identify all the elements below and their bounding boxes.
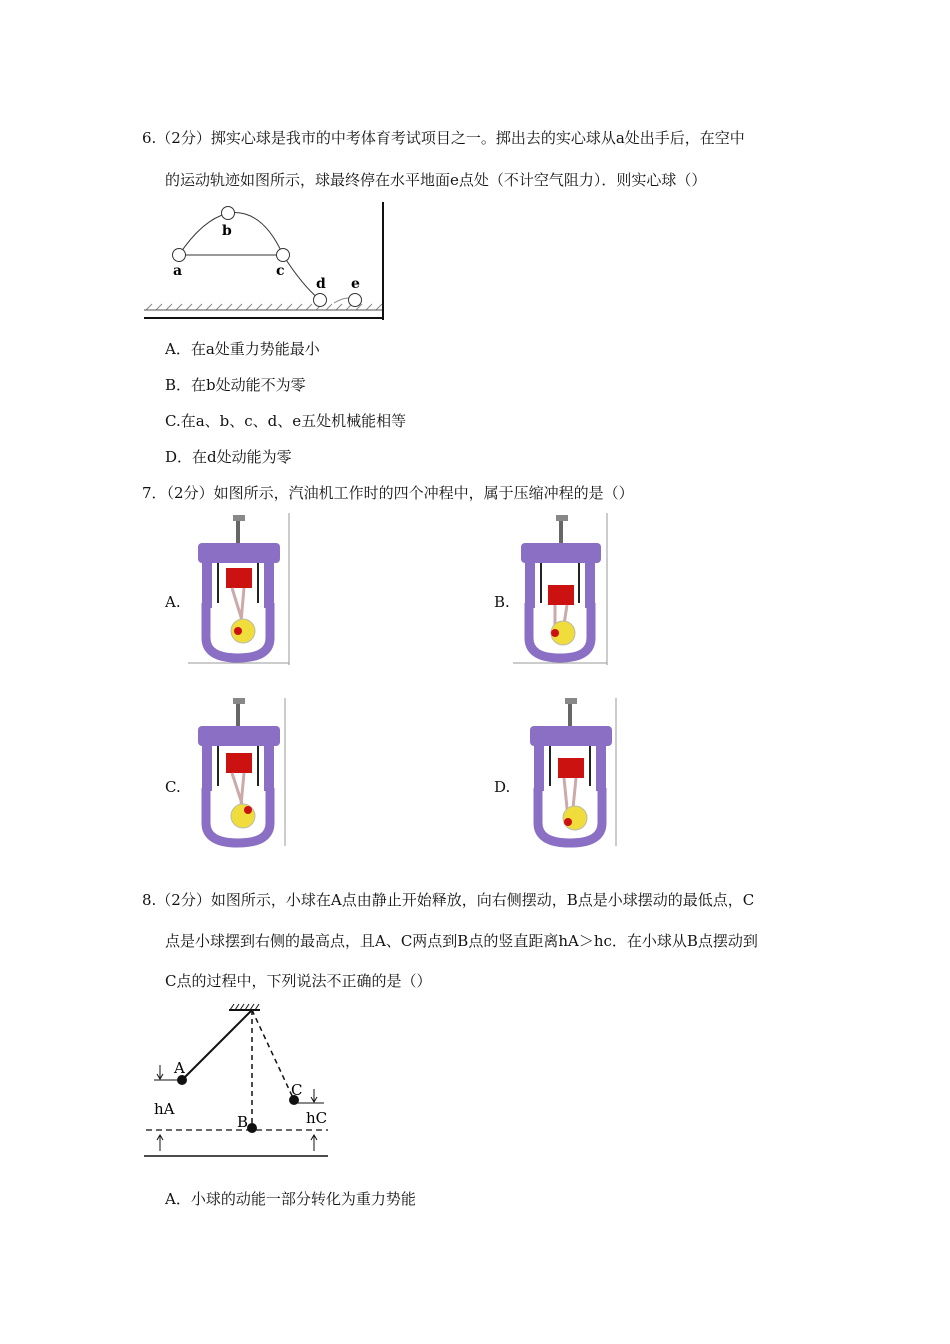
- engine-figure-a: [188, 513, 293, 665]
- q8-option-a: A．小球的动能一部分转化为重力势能: [165, 1190, 416, 1208]
- engine-figure-d: [520, 698, 620, 848]
- q8-line-2: 点是小球摆到右侧的最高点，且A、C两点到B点的竖直距离hA＞hc．在小球从B点摆动到: [165, 932, 758, 950]
- q8-line-3: C点的过程中，下列说法不正确的是（）: [165, 972, 432, 990]
- q6-trajectory-figure: [142, 200, 387, 322]
- q7-label-c: C.: [165, 778, 181, 796]
- label-A: A: [174, 1059, 185, 1077]
- q8-pendulum-figure: [142, 1003, 332, 1160]
- engine-figure-c: [188, 698, 288, 848]
- label-hC: hC: [306, 1109, 328, 1127]
- label-hA: hA: [154, 1100, 175, 1118]
- q7-label-a: A.: [165, 593, 181, 611]
- label-b: b: [222, 223, 232, 239]
- label-e: e: [351, 276, 360, 292]
- label-c: c: [276, 263, 285, 279]
- q6-option-d: D．在d处动能为零: [165, 448, 292, 466]
- q7-line-1: 7．（2分）如图所示，汽油机工作时的四个冲程中，属于压缩冲程的是（）: [142, 484, 634, 502]
- engine-figure-b: [513, 513, 611, 665]
- q6-option-c: C.在a、b、c、d、e五处机械能相等: [165, 412, 407, 430]
- q8-line-1: 8.（2分）如图所示，小球在A点由静止开始释放，向右侧摆动，B点是小球摆动的最低点，C: [142, 891, 755, 909]
- q7-label-b: B.: [494, 593, 510, 611]
- label-d: d: [316, 276, 326, 292]
- label-C: C: [291, 1081, 303, 1099]
- q6-option-b: B．在b处动能不为零: [165, 376, 306, 394]
- q6-option-a: A．在a处重力势能最小: [165, 340, 320, 358]
- label-B: B: [237, 1113, 249, 1131]
- q6-line-1: 6.（2分）掷实心球是我市的中考体育考试项目之一。掷出去的实心球从a处出手后，在空中: [142, 129, 745, 147]
- label-a: a: [173, 263, 183, 279]
- q6-line-2: 的运动轨迹如图所示，球最终停在水平地面e点处（不计空气阻力）．则实心球（）: [165, 171, 707, 189]
- q7-label-d: D.: [494, 778, 511, 796]
